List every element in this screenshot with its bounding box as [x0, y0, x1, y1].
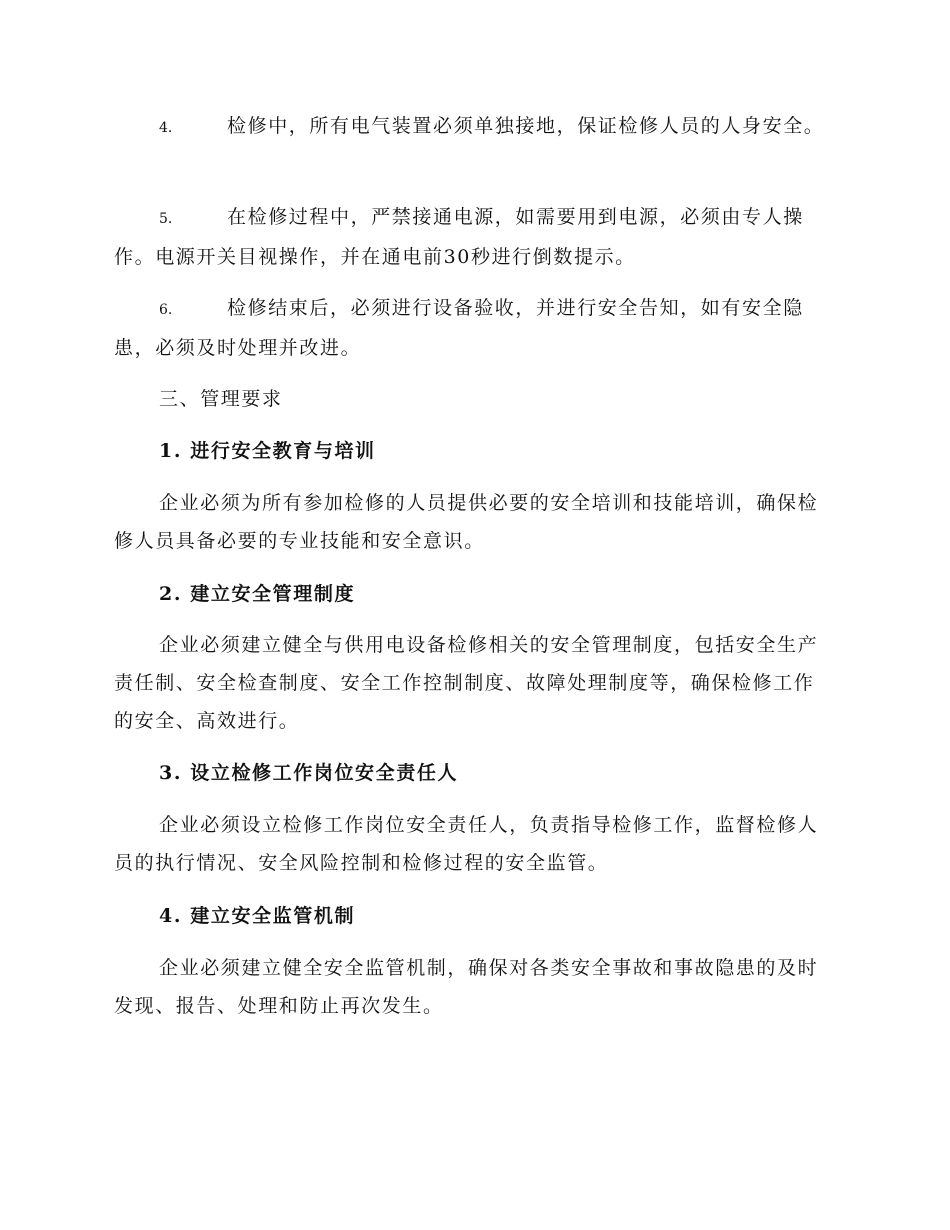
list-item-5: [114, 198, 834, 276]
subsection-body-4: 企业必须建立健全安全监管机制，确保对各类安全事故和事故隐患的及时发现、报告、处理和防止再次发生。: [114, 957, 819, 1017]
subsection-title-3: 3. 设立检修工作岗位安全责任人: [159, 762, 459, 784]
item-text: 在检修过程中，严禁接通电源，如需要用到电源，必须由专人操作。电源开关目视操作，并在通电前30秒进行倒数提示。: [114, 206, 804, 268]
subsection-body-3: 企业必须设立检修工作岗位安全责任人，负责指导检修工作，监督检修人员的执行情况、安全风险控制和检修过程的安全监管。: [114, 814, 819, 874]
item-number: 6.: [159, 302, 173, 318]
item-text: 检修结束后，必须进行设备验收，并进行安全告知，如有安全隐患，必须及时处理并改进。: [114, 297, 804, 359]
subsection-title-4: 4. 建立安全监管机制: [159, 905, 356, 927]
subsection-title-2: 2. 建立安全管理制度: [159, 583, 356, 605]
subsection-title-1: 1. 进行安全教育与培训: [159, 440, 376, 462]
subsection-body-2: 企业必须建立健全与供用电设备检修相关的安全管理制度，包括安全生产责任制、安全检查制度、安全工作控制制度、故障处理制度等，确保检修工作的安全、高效进行。: [114, 634, 819, 732]
list-item-4: [114, 107, 834, 147]
list-item-6: [114, 289, 834, 367]
item-number: 4.: [159, 120, 173, 136]
item-number: 5.: [159, 211, 173, 227]
section-title: 三、管理要求: [159, 388, 283, 410]
subsection-body-1: 企业必须为所有参加检修的人员提供必要的安全培训和技能培训，确保检修人员具备必要的专业技能和安全意识。: [114, 492, 819, 552]
item-text: 检修中，所有电气装置必须单独接地，保证检修人员的人身安全。: [227, 115, 825, 137]
